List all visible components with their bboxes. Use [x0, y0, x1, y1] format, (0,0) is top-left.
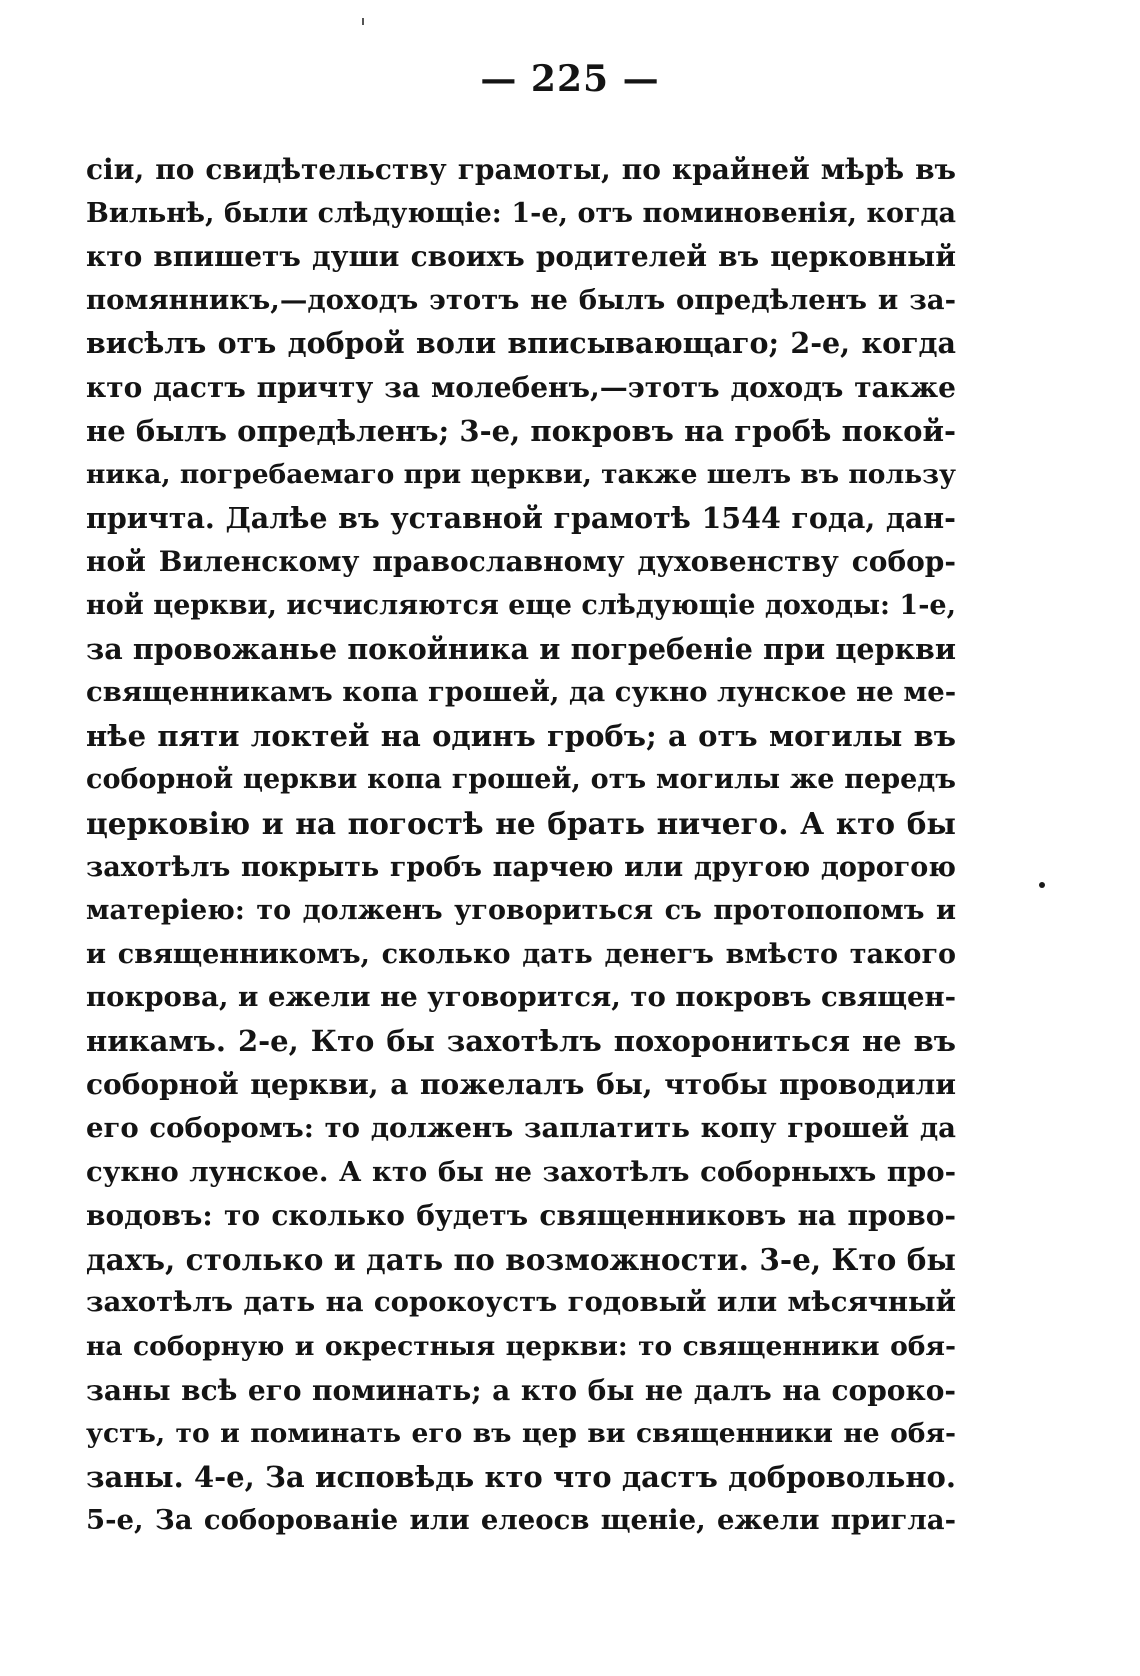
body-text	[86, 148, 956, 1543]
text-line: сіи, по свидѣтельству грамоты, по крайней мѣрѣ въ	[86, 153, 956, 186]
print-speck	[1039, 882, 1045, 888]
text-line: нѣе пяти локтей на одинъ гробъ; а отъ могилы въ	[86, 718, 956, 753]
text-line: кто впишетъ души своихъ родителей въ церковный	[86, 240, 956, 274]
text-line: причта. Далѣе въ уставной грамотѣ 1544 года, дан-	[86, 500, 956, 535]
text-line: матеріею: то долженъ уговориться съ протопопомъ и	[86, 895, 956, 927]
text-line: не былъ опредѣленъ; 3-е, покровъ на гробѣ покой-	[86, 413, 956, 448]
text-line: и священникомъ, сколько дать денегъ вмѣсто такого	[86, 938, 956, 970]
text-line: соборной церкви копа грошей, отъ могилы же передъ	[86, 764, 956, 796]
text-line: ника, погребаемаго при церкви, также шелъ въ пользу	[86, 459, 956, 491]
text-line: захотѣлъ дать на сорокоустъ годовый или мѣсячный	[86, 1286, 956, 1319]
text-line: висѣлъ отъ доброй воли вписывающаго; 2-е, когда	[86, 326, 956, 361]
text-line: соборной церкви, а пожелалъ бы, чтобы проводили	[86, 1068, 956, 1102]
text-line: заны. 4-е, За исповѣдь кто что дастъ добровольно.	[86, 1459, 956, 1494]
text-line: помянникъ,—доходъ этотъ не былъ опредѣленъ и за-	[86, 283, 956, 316]
text-line: на соборную и окрестныя церкви: то священники обя-	[86, 1331, 956, 1363]
page-number: — 225 —	[480, 58, 660, 100]
text-line: покрова, и ежели не уговорится, то покровъ священ-	[86, 981, 956, 1014]
text-line: ной Виленскому православному духовенству собор-	[86, 545, 956, 579]
text-line: водовъ: то сколько будетъ священниковъ на прово-	[86, 1199, 956, 1233]
text-line: никамъ. 2-е, Кто бы захотѣлъ похорониться не въ	[86, 1023, 956, 1058]
text-line: Вильнѣ, были слѣдующіе: 1-е, отъ поминовенія, когда	[86, 197, 956, 229]
text-line: 5-е, За соборованіе или елеосв щеніе, ежели пригла-	[86, 1504, 956, 1537]
text-line: сукно лунское. А кто бы не захотѣлъ соборныхъ про-	[86, 1155, 956, 1188]
text-line: захотѣлъ покрыть гробъ парчею или другою дорогою	[86, 851, 956, 883]
text-line: ной церкви, исчисляются еще слѣдующіе доходы: 1-е,	[86, 589, 956, 621]
text-line: заны всѣ его поминать; а кто бы не далъ на сороко-	[86, 1373, 956, 1407]
print-speck-top	[362, 18, 364, 25]
text-line: его соборомъ: то долженъ заплатить копу грошей да	[86, 1112, 956, 1145]
text-line: священникамъ копа грошей, да сукно лунское не ме-	[86, 676, 957, 709]
text-line: кто дастъ причту за молебенъ,—этотъ доходъ также	[86, 370, 956, 404]
text-line: дахъ, столько и дать по возможности. 3-е, Кто бы	[86, 1241, 956, 1277]
text-line: за провожанье покойника и погребеніе при церкви	[86, 631, 956, 666]
text-line: устъ, то и поминать его въ цер ви священники не обя-	[86, 1418, 956, 1450]
text-line: церковію и на погостѣ не брать ничего. А кто бы	[86, 805, 956, 841]
